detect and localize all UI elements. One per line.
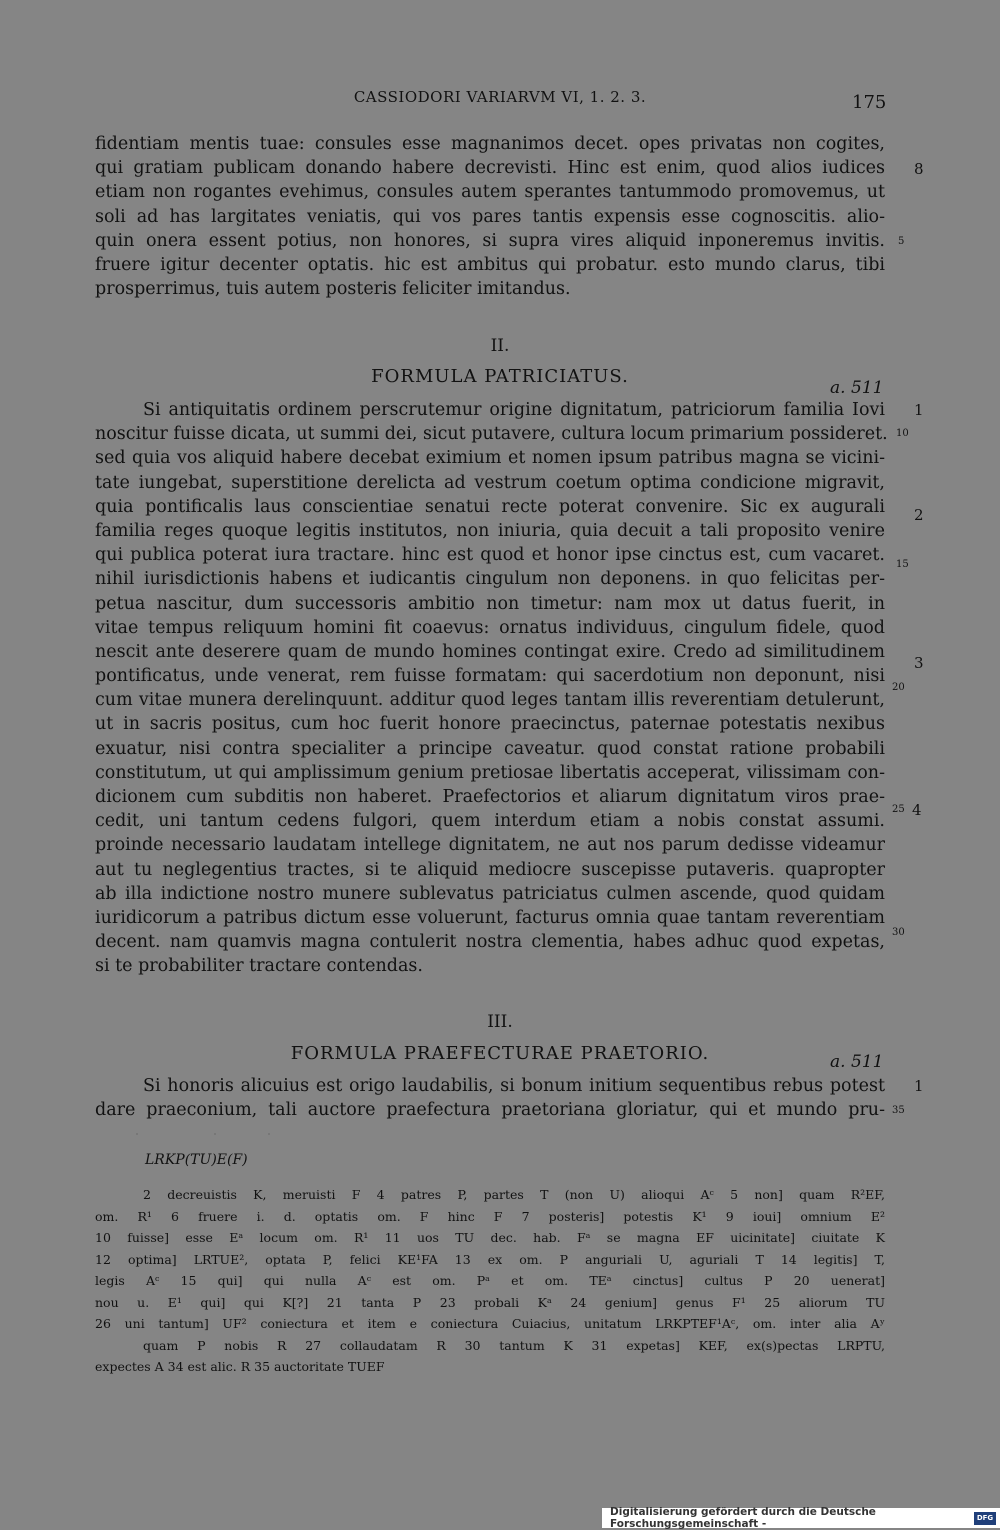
apparatus-line: 2 decreuistis K, meruisti F 4 patres P, partes T (non U) alioqui Aᶜ 5 non] quam R²EF, xyxy=(143,1187,885,1202)
section-title: FORMULA PATRICIATUS. xyxy=(371,366,629,387)
text-line: dare praeconium, tali auctore praefectura praetoriana gloriatur, qui et mundo pru- xyxy=(95,1100,885,1121)
text-line: dicionem cum subditis non haberet. Praefectorios et aliarum dignitatum viros prae- xyxy=(95,787,885,807)
text-line: Si honoris alicuius est origo laudabilis, si bonum initium sequentibus rebus potest xyxy=(143,1076,885,1096)
text-line: nescit ante deserere quam de mundo homines contingat exire. Credo ad similitudinem xyxy=(95,641,885,662)
date-note: a. 511 xyxy=(830,378,884,398)
text-line: ab illa indictione nostro munere sublevatus patriciatus culmen ascende, quod quidam xyxy=(95,883,885,904)
section-number-margin: 1 xyxy=(914,401,924,419)
text-line: tate iungebat, superstitione derelicta ad vestrum coetum optima condicione migravit, xyxy=(95,472,885,493)
section-number-margin: 8 xyxy=(914,160,924,178)
text-line: fidentiam mentis tuae: consules esse magnanimos decet. opes privatas non cogites, xyxy=(95,134,885,154)
text-line: iuridicorum a patribus dictum esse voluerunt, facturus omnia quae tantam reverentiam xyxy=(95,907,885,928)
section-number-margin: 2 xyxy=(914,506,924,524)
apparatus-line: 26 uni tantum] UF² coniectura et item e coniectura Cuiacius, unitatum LRKPTEF¹Aᶜ, om. inter alia Aʸ xyxy=(95,1316,885,1331)
line-number-margin: 15 xyxy=(896,559,909,570)
text-line: soli ad has largitates veniatis, qui vos pares tantis expensis esse cognoscitis. alio- xyxy=(95,206,885,227)
text-block-section-2 xyxy=(95,398,888,979)
text-line: Si antiquitatis ordinem perscrutemur origine dignitatum, patriciorum familia Iovi xyxy=(143,400,885,420)
dfg-logo-icon: DFG xyxy=(974,1512,996,1525)
section-number-margin: 3 xyxy=(914,654,924,672)
text-line: si te probabiliter tractare contendas. xyxy=(95,956,423,977)
scan-artifact xyxy=(136,1133,138,1135)
text-line: petua nascitur, dum successoris ambitio non timetur: nam mox ut datus fuerit, in xyxy=(95,593,885,614)
funding-notice-text: Digitalisierung gefördert durch die Deutsche Forschungsgemeinschaft - xyxy=(610,1506,876,1530)
text-line: proinde necessario laudatam intellege dignitatem, ne aut nos parum dedisse videamur xyxy=(95,835,885,856)
text-line: constitutum, ut qui amplissimum genium pretiosae libertatis acceperat, vilissimam con- xyxy=(95,762,885,783)
text-line: qui gratiam publicam donando habere decrevisti. Hinc est enim, quod alios iudices xyxy=(95,158,885,179)
text-block-continuation xyxy=(95,132,885,301)
text-line: quin onera essent potius, non honores, si supra vires aliquid inponeremus invitis. xyxy=(95,230,885,251)
line-number-margin: 10 xyxy=(896,428,909,439)
funding-notice xyxy=(602,1508,1000,1528)
text-line: sed quia vos aliquid habere decebat eximium et nomen ipsum patribus magna se vicini- xyxy=(95,448,885,469)
text-line: nihil iurisdictionis habens et iudicantis cingulum non deponens. in quo felicitas per- xyxy=(95,569,885,590)
section-number-heading: II. xyxy=(490,336,510,356)
text-line: ut in sacris positus, cum hoc fuerit honore praecinctus, paternae potestatis nexibus xyxy=(95,714,885,735)
scan-artifact xyxy=(214,1133,216,1135)
text-line: cedit, uni tantum cedens fulgori, quem interdum etiam a nobis constat assumi. xyxy=(95,811,885,832)
text-line: decent. nam quamvis magna contulerit nostra clementia, habes adhuc quod expetas, xyxy=(95,932,885,953)
apparatus-line: 10 fuisse] esse Eᵃ locum om. R¹ 11 uos TU dec. hab. Fᵃ se magna EF uicinitate] ciuitate K xyxy=(95,1230,885,1245)
text-line: noscitur fuisse dicata, ut summi dei, sicut putavere, cultura locum primarium possideret. xyxy=(95,424,888,445)
manuscript-sigla: LRKP(TU)E(F) xyxy=(145,1152,248,1168)
text-line: vitae tempus reliquum homini fit coaevus: ornatus individuus, cingulum fidele, quod xyxy=(95,617,885,638)
line-number-margin: 35 xyxy=(892,1105,905,1116)
line-number-margin: 20 xyxy=(892,682,905,693)
text-block-section-3 xyxy=(95,1074,885,1122)
text-line: fruere igitur decenter optatis. hic est ambitus qui probatur. esto mundo clarus, tibi xyxy=(95,254,885,275)
date-note: a. 511 xyxy=(830,1052,884,1072)
line-number-margin: 25 xyxy=(892,804,905,815)
text-line: prosperrimus, tuis autem posteris feliciter imitandus. xyxy=(95,279,571,300)
text-line: aut tu neglegentius tractes, si te aliquid mediocre suscepisse putaveris. quapropter xyxy=(95,859,885,880)
apparatus-line: om. R¹ 6 fruere i. d. optatis om. F hinc F 7 posteris] potestis K¹ 9 ioui] omnium E² xyxy=(95,1208,885,1224)
line-number-margin: 5 xyxy=(898,236,905,247)
apparatus-line: quam P nobis R 27 collaudatam R 30 tantum K 31 expetas] KEF, ex(s)pectas LRPTU, xyxy=(143,1337,885,1353)
apparatus-line: 12 optima] LRTUE², optata P, felici KE¹FA 13 ex om. P anguriali U, aguriali T 14 legitis] T, xyxy=(95,1251,885,1267)
text-line: pontificatus, unde venerat, rem fuisse formatam: qui sacerdotium non deponunt, nisi xyxy=(95,666,885,687)
text-line: qui publica poterat iura tractare. hinc est quod et honor ipse cinctus est, cum vacaret. xyxy=(95,545,885,566)
apparatus-line: legis Aᶜ 15 qui] qui nulla Aᶜ est om. Pᵃ et om. TEᵃ cinctus] cultus P 20 uenerat] xyxy=(95,1273,885,1288)
line-number-margin: 30 xyxy=(892,927,905,938)
text-line: etiam non rogantes evehimus, consules autem sperantes tantummodo promovemus, ut xyxy=(95,182,885,203)
text-line: cum vitae munera derelinquunt. additur quod leges tantam illis reverentiam detulerunt, xyxy=(95,690,885,711)
section-number-heading: III. xyxy=(487,1012,513,1032)
apparatus-line: expectes A 34 est alic. R 35 auctoritate TUEF xyxy=(95,1359,385,1374)
scan-artifact xyxy=(268,1133,270,1135)
text-line: familia reges quoque legitis institutos, non iniuria, quia decuit a tali proposito venire xyxy=(95,520,885,541)
running-head: CASSIODORI VARIARVM VI, 1. 2. 3. xyxy=(353,88,647,106)
section-title: FORMULA PRAEFECTURAE PRAETORIO. xyxy=(290,1043,710,1064)
section-number-margin: 1 xyxy=(914,1077,924,1095)
text-line: quia pontificalis laus conscientiae senatui recte poterat convenire. Sic ex augurali xyxy=(95,496,885,517)
apparatus-line: nou u. E¹ qui] qui K[?] 21 tanta P 23 probali Kᵃ 24 genium] genus F¹ 25 aliorum TU xyxy=(95,1294,885,1310)
page-number: 175 xyxy=(852,92,887,113)
text-line: exuatur, nisi contra specialiter a principe caveatur. quod constat ratione probabili xyxy=(95,738,885,759)
critical-apparatus xyxy=(95,1184,885,1378)
section-number-margin: 4 xyxy=(912,801,922,819)
